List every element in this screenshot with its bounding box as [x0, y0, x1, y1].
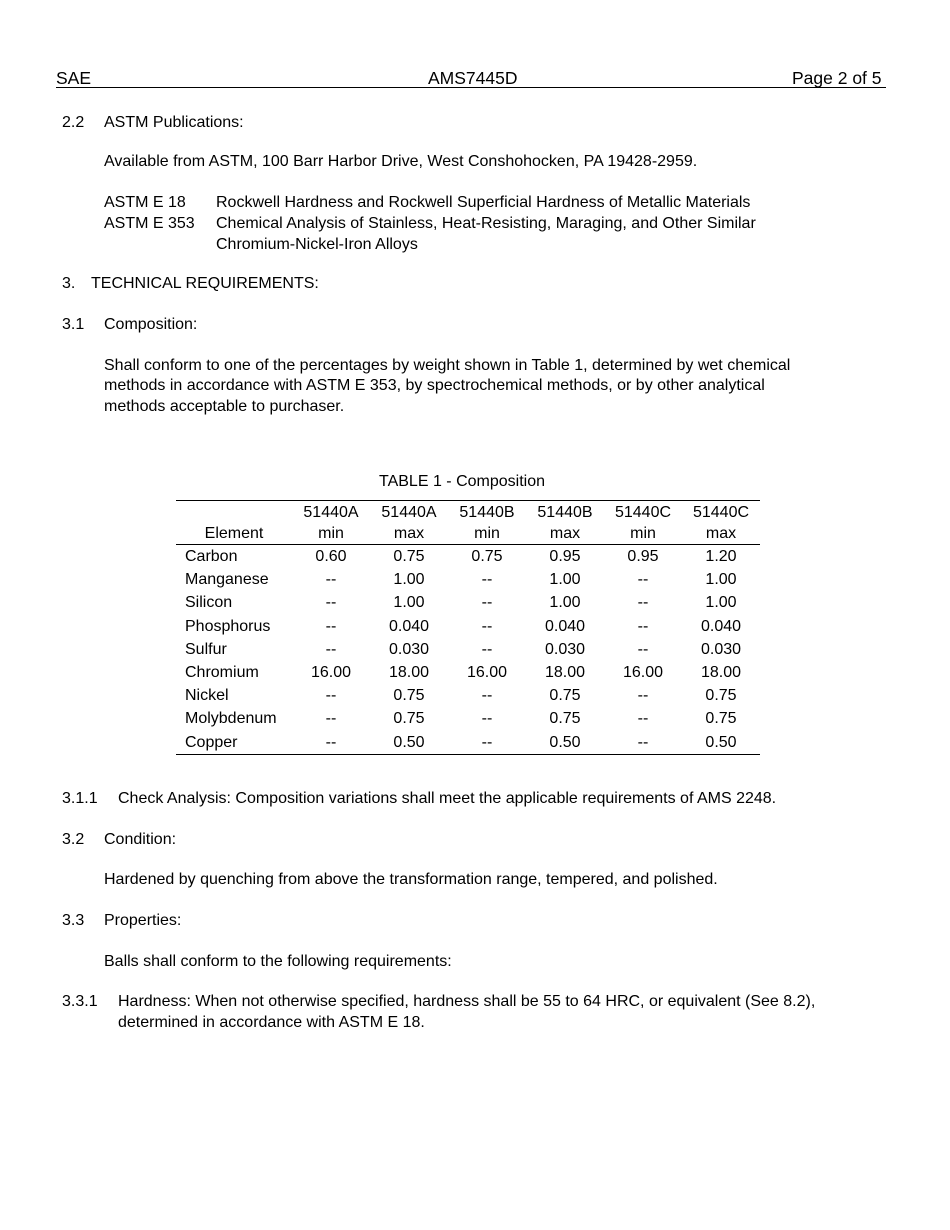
table-cell-element: Phosphorus: [185, 617, 271, 635]
table-cell-value: --: [481, 617, 493, 635]
table-row: [176, 707, 760, 730]
table-cell-value: --: [325, 687, 337, 705]
table-header-row-limit: [176, 523, 760, 545]
ref-title-e353-cont: Chromium-Nickel-Iron Alloys: [216, 236, 418, 253]
table-cell-value: 0.95: [549, 548, 581, 565]
table-cell-value: 0.75: [549, 710, 581, 728]
table-cell-value: 0.75: [471, 548, 503, 565]
table-cell-value: 0.75: [705, 687, 737, 705]
table-header-cell: 51440C: [692, 504, 750, 521]
table-cell-value: --: [325, 640, 337, 658]
table-cell-value: --: [325, 710, 337, 728]
section-3-1-line-3: methods acceptable to purchaser.: [104, 398, 345, 415]
section-3-1-line-2: methods in accordance with ASTM E 353, by spectrochemical methods, or by other analytical: [104, 377, 765, 394]
table-header-cell: 51440B: [537, 504, 593, 521]
table-row: [176, 684, 760, 707]
table-cell-value: 0.50: [393, 733, 425, 751]
table-cell-value: --: [637, 733, 649, 751]
table-cell-element: Copper: [185, 733, 238, 751]
table-row: [176, 638, 760, 661]
table-row: [176, 568, 760, 591]
table-cell-value: 0.040: [544, 617, 586, 635]
section-2-2-number: 2.2: [62, 114, 85, 131]
table-caption: TABLE 1 - Composition: [379, 473, 545, 490]
section-3-1-number: 3.1: [62, 316, 85, 333]
table-header-cell: 51440A: [303, 504, 359, 521]
table-cell-value: 0.75: [549, 687, 581, 705]
table-cell-element: Chromium: [185, 664, 259, 682]
table-cell-value: --: [325, 594, 337, 612]
table-header-cell: max: [705, 525, 737, 542]
table-cell-element: Carbon: [185, 548, 238, 565]
table-header: [176, 501, 760, 545]
table-cell-value: --: [637, 617, 649, 635]
table-cell-value: --: [637, 571, 649, 589]
table-cell-value: 0.75: [393, 710, 425, 728]
table-cell-value: 1.00: [393, 571, 425, 589]
table-cell-value: --: [325, 733, 337, 751]
section-3-3-1-line-2: determined in accordance with ASTM E 18.: [118, 1014, 425, 1031]
table-header-cell: 51440C: [614, 504, 672, 521]
header-org: SAE: [56, 68, 92, 88]
table-cell-value: 0.75: [705, 710, 737, 728]
section-3-2-number: 3.2: [62, 831, 85, 848]
section-3-3-1-line-1: Hardness: When not otherwise specified, hardness shall be 55 to 64 HRC, or equivalent (See 8.2),: [118, 993, 816, 1010]
section-3-3-number: 3.3: [62, 912, 85, 929]
table-cell-value: 0.030: [388, 640, 430, 658]
table-cell-value: 0.75: [393, 687, 425, 705]
section-2-2-title: ASTM Publications:: [104, 114, 244, 131]
table-cell-value: 16.00: [310, 664, 352, 682]
table-header-cell: 51440A: [381, 504, 437, 521]
table-cell-value: 0.040: [388, 617, 430, 635]
table-cell-value: --: [481, 640, 493, 658]
table-header-cell: [176, 501, 292, 524]
table-cell-value: --: [637, 640, 649, 658]
ref-code-e18: ASTM E 18: [104, 194, 186, 211]
table-cell-value: 0.60: [315, 548, 347, 565]
header-rule: [56, 87, 886, 88]
composition-table: [176, 500, 760, 755]
table-cell-value: 1.00: [393, 594, 425, 612]
table-cell-value: 1.00: [549, 594, 581, 612]
table-cell-element: Molybdenum: [185, 710, 277, 728]
table-body: [176, 545, 760, 755]
ref-title-e18: Rockwell Hardness and Rockwell Superficial Hardness of Metallic Materials: [216, 194, 751, 211]
section-3-1-title: Composition:: [104, 316, 198, 333]
table-header-row-grade: [176, 501, 760, 524]
table-header-cell: Element: [204, 525, 264, 542]
table-row: [176, 661, 760, 684]
table-row: [176, 591, 760, 614]
table-cell-value: 0.50: [549, 733, 581, 751]
section-3-1-1-number: 3.1.1: [62, 790, 98, 807]
table-cell-value: 18.00: [388, 664, 430, 682]
table-cell-value: 1.00: [705, 571, 737, 589]
table-header-cell: min: [318, 525, 344, 542]
section-3-1-1-text: Check Analysis: Composition variations shall meet the applicable requirements of AMS 2248.: [118, 790, 777, 807]
ref-title-e353: Chemical Analysis of Stainless, Heat-Resisting, Maraging, and Other Similar: [216, 215, 756, 232]
table-cell-element: Sulfur: [185, 640, 227, 658]
table-cell-element: Silicon: [185, 594, 233, 612]
header-page-number: Page 2 of 5: [792, 68, 882, 88]
table-header-cell: 51440B: [459, 504, 515, 521]
table-header-cell: max: [393, 525, 425, 542]
header-doc-number: AMS7445D: [428, 68, 518, 88]
ref-code-e353: ASTM E 353: [104, 215, 195, 232]
section-3-title: TECHNICAL REQUIREMENTS:: [91, 275, 319, 292]
table-row: [176, 545, 760, 569]
table-cell-value: 1.20: [705, 548, 737, 565]
table-cell-value: 18.00: [544, 664, 586, 682]
table-cell-value: --: [481, 571, 493, 589]
section-3-3-title: Properties:: [104, 912, 182, 929]
table-cell-value: --: [325, 571, 337, 589]
table-cell-value: --: [481, 594, 493, 612]
table-cell-value: 16.00: [466, 664, 508, 682]
table-cell-value: 1.00: [549, 571, 581, 589]
section-3-number: 3.: [62, 275, 76, 292]
table-cell-element: Manganese: [185, 571, 269, 589]
section-3-2-text: Hardened by quenching from above the transformation range, tempered, and polished.: [104, 871, 718, 888]
table-header-cell: min: [630, 525, 656, 542]
table-cell-value: --: [481, 687, 493, 705]
section-3-3-text: Balls shall conform to the following requirements:: [104, 953, 452, 970]
table-cell-value: --: [637, 710, 649, 728]
section-3-1-line-1: Shall conform to one of the percentages by weight shown in Table 1, determined by wet chemical: [104, 357, 791, 374]
table-cell-value: 0.75: [393, 548, 425, 565]
table-cell-element: Nickel: [185, 687, 229, 705]
table-cell-value: 0.040: [700, 617, 742, 635]
table-cell-value: 18.00: [700, 664, 742, 682]
table-header-cell: min: [474, 525, 500, 542]
section-2-2-intro: Available from ASTM, 100 Barr Harbor Drive, West Conshohocken, PA 19428-2959.: [104, 153, 698, 170]
table-cell-value: 0.50: [705, 733, 737, 751]
table-cell-value: 0.030: [544, 640, 586, 658]
table-cell-value: --: [637, 687, 649, 705]
section-3-3-1-number: 3.3.1: [62, 993, 98, 1010]
table-cell-value: --: [481, 733, 493, 751]
table-cell-value: --: [481, 710, 493, 728]
table-cell-value: 16.00: [622, 664, 664, 682]
table-row: [176, 615, 760, 638]
table-cell-value: 0.030: [700, 640, 742, 658]
table-cell-value: 1.00: [705, 594, 737, 612]
table-header-cell: max: [549, 525, 581, 542]
table-cell-value: 0.95: [627, 548, 659, 565]
section-3-2-title: Condition:: [104, 831, 177, 848]
table-row: [176, 731, 760, 755]
table-cell-value: --: [637, 594, 649, 612]
table-cell-value: --: [325, 617, 337, 635]
